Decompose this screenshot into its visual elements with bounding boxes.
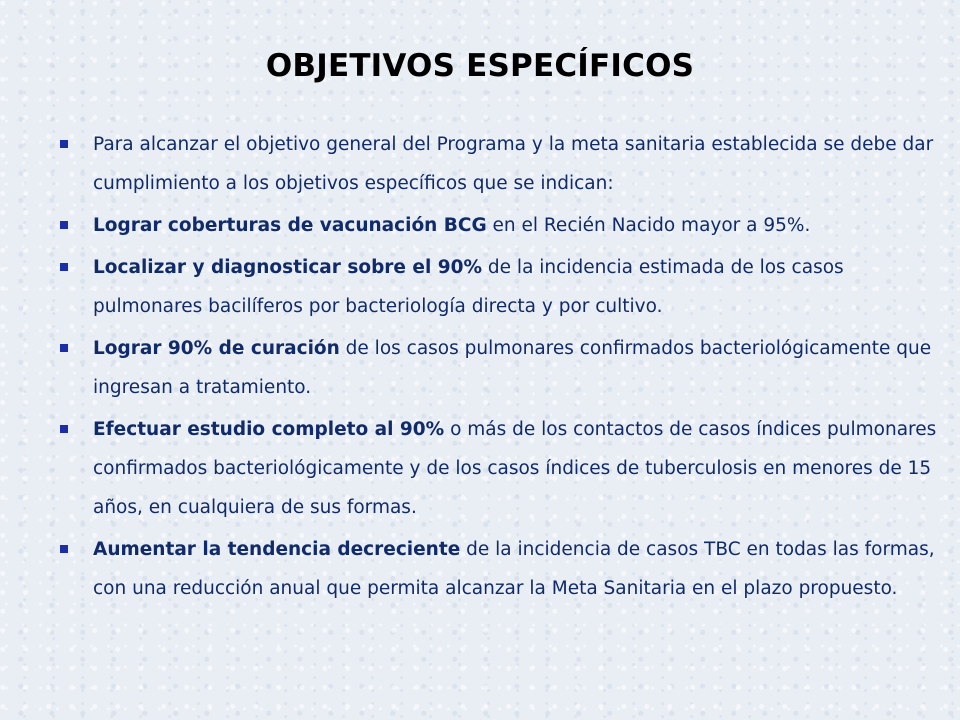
bullet-lead: Aumentar la tendencia decreciente bbox=[93, 539, 461, 560]
bullet-square-icon bbox=[60, 221, 68, 229]
bullet-text: o más de los contactos de casos índices pulmonares confirmados bacteriológicamente y de los casos índices de tuberculosis en menores de 15 años, en cualquiera de sus formas. bbox=[93, 419, 937, 518]
bullet-text: de la incidencia de casos TBC en todas las formas, con una reducción anual que permita alcanzar la Meta Sanitaria en el plazo propuesto. bbox=[93, 539, 935, 599]
bullet-lead: Localizar y diagnosticar sobre el 90% bbox=[93, 257, 483, 278]
slide-title: OBJETIVOS ESPECÍFICOS bbox=[265, 48, 695, 84]
bullet-square-icon bbox=[60, 545, 68, 553]
bullet-list bbox=[58, 125, 938, 611]
bullet-item-intro bbox=[58, 125, 938, 203]
bullet-square-icon bbox=[60, 425, 68, 433]
bullet-item-contactos bbox=[58, 410, 938, 527]
bullet-lead: Efectuar estudio completo al 90% bbox=[93, 419, 445, 440]
bullet-item-bcg bbox=[58, 206, 938, 245]
bullet-item-tendencia bbox=[58, 530, 938, 608]
bullet-item-curacion bbox=[58, 329, 938, 407]
bullet-text: en el Recién Nacido mayor a 95%. bbox=[486, 215, 811, 236]
bullet-text: Para alcanzar el objetivo general del Programa y la meta sanitaria establecida se debe dar cumplimiento a los objetivos específicos que se indican: bbox=[93, 134, 934, 194]
bullet-item-diagnostico bbox=[58, 248, 938, 326]
bullet-square-icon bbox=[60, 263, 68, 271]
bullet-lead: Lograr 90% de curación bbox=[93, 338, 340, 359]
bullet-text: de los casos pulmonares confirmados bacteriológicamente que ingresan a tratamiento. bbox=[93, 338, 932, 398]
bullet-lead: Lograr coberturas de vacunación BCG bbox=[93, 215, 487, 236]
bullet-square-icon bbox=[60, 140, 68, 148]
bullet-square-icon bbox=[60, 344, 68, 352]
bullet-text: de la incidencia estimada de los casos pulmonares bacilíferos por bacteriología directa y por cultivo. bbox=[93, 257, 844, 317]
